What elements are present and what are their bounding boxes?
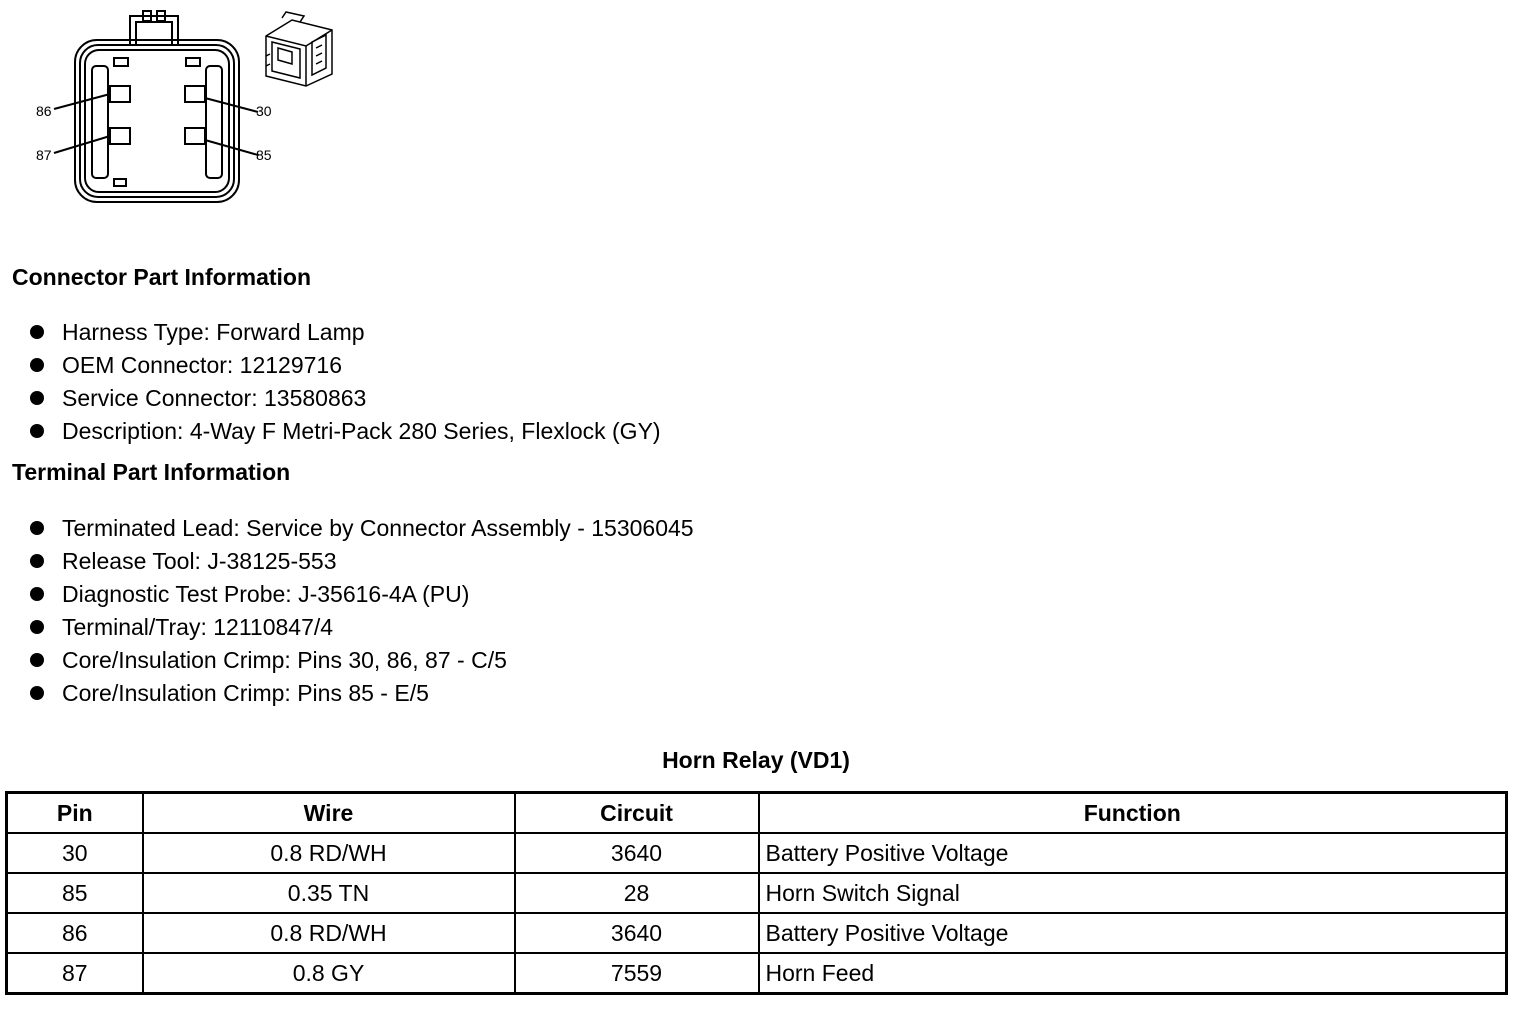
cell-wire: 0.8 RD/WH: [143, 833, 515, 873]
bullet-icon: [30, 358, 44, 372]
pin-label-86: 86: [36, 103, 52, 119]
list-item: Terminated Lead: Service by Connector Assembly - 15306045: [28, 512, 694, 545]
connector-part-info-heading: Connector Part Information: [12, 264, 312, 290]
cavity-30: [185, 86, 205, 102]
list-item: Harness Type: Forward Lamp: [28, 316, 661, 349]
cell-circuit: 3640: [515, 833, 759, 873]
column-header-function: Function: [759, 793, 1507, 834]
bullet-icon: [30, 653, 44, 667]
bullet-icon: [30, 587, 44, 601]
list-item: Service Connector: 13580863: [28, 382, 661, 415]
cell-circuit: 28: [515, 873, 759, 913]
cavity-87: [110, 128, 130, 144]
column-header-pin: Pin: [7, 793, 143, 834]
bullet-icon: [30, 424, 44, 438]
list-item: Core/Insulation Crimp: Pins 30, 86, 87 - C/5: [28, 644, 694, 677]
cell-pin: 86: [7, 913, 143, 953]
cell-pin: 87: [7, 953, 143, 994]
pin-label-87: 87: [36, 147, 52, 163]
cavity-85: [185, 128, 205, 144]
list-item: Core/Insulation Crimp: Pins 85 - E/5: [28, 677, 694, 710]
connector-face-diagram: [30, 8, 290, 208]
connector-part-info-list: [28, 316, 661, 448]
cell-function: Horn Feed: [759, 953, 1507, 994]
table-title: Horn Relay (VD1): [662, 747, 850, 773]
bullet-icon: [30, 554, 44, 568]
terminal-part-info-list: [28, 512, 694, 710]
list-item: Terminal/Tray: 12110847/4: [28, 611, 694, 644]
table-row: [7, 873, 1507, 913]
cell-function: Horn Switch Signal: [759, 873, 1507, 913]
cell-wire: 0.8 GY: [143, 953, 515, 994]
connector-isometric-image: [262, 8, 342, 88]
list-item: Release Tool: J-38125-553: [28, 545, 694, 578]
bullet-icon: [30, 325, 44, 339]
bullet-icon: [30, 686, 44, 700]
pin-label-30: 30: [256, 103, 272, 119]
table-row: [7, 953, 1507, 994]
cavity-86: [110, 86, 130, 102]
cell-function: Battery Positive Voltage: [759, 913, 1507, 953]
cell-circuit: 3640: [515, 913, 759, 953]
column-header-circuit: Circuit: [515, 793, 759, 834]
bullet-icon: [30, 391, 44, 405]
cell-wire: 0.8 RD/WH: [143, 913, 515, 953]
terminal-part-info-heading: Terminal Part Information: [12, 459, 291, 485]
cell-circuit: 7559: [515, 953, 759, 994]
column-header-wire: Wire: [143, 793, 515, 834]
bullet-icon: [30, 521, 44, 535]
list-item: Diagnostic Test Probe: J-35616-4A (PU): [28, 578, 694, 611]
table-row: [7, 913, 1507, 953]
table-row: [7, 833, 1507, 873]
cell-pin: 30: [7, 833, 143, 873]
bullet-icon: [30, 620, 44, 634]
pin-table: [5, 791, 1508, 995]
list-item: OEM Connector: 12129716: [28, 349, 661, 382]
pin-label-85: 85: [256, 147, 272, 163]
cell-pin: 85: [7, 873, 143, 913]
cell-function: Battery Positive Voltage: [759, 833, 1507, 873]
list-item: Description: 4-Way F Metri-Pack 280 Series, Flexlock (GY): [28, 415, 661, 448]
cell-wire: 0.35 TN: [143, 873, 515, 913]
table-header-row: [7, 793, 1507, 834]
